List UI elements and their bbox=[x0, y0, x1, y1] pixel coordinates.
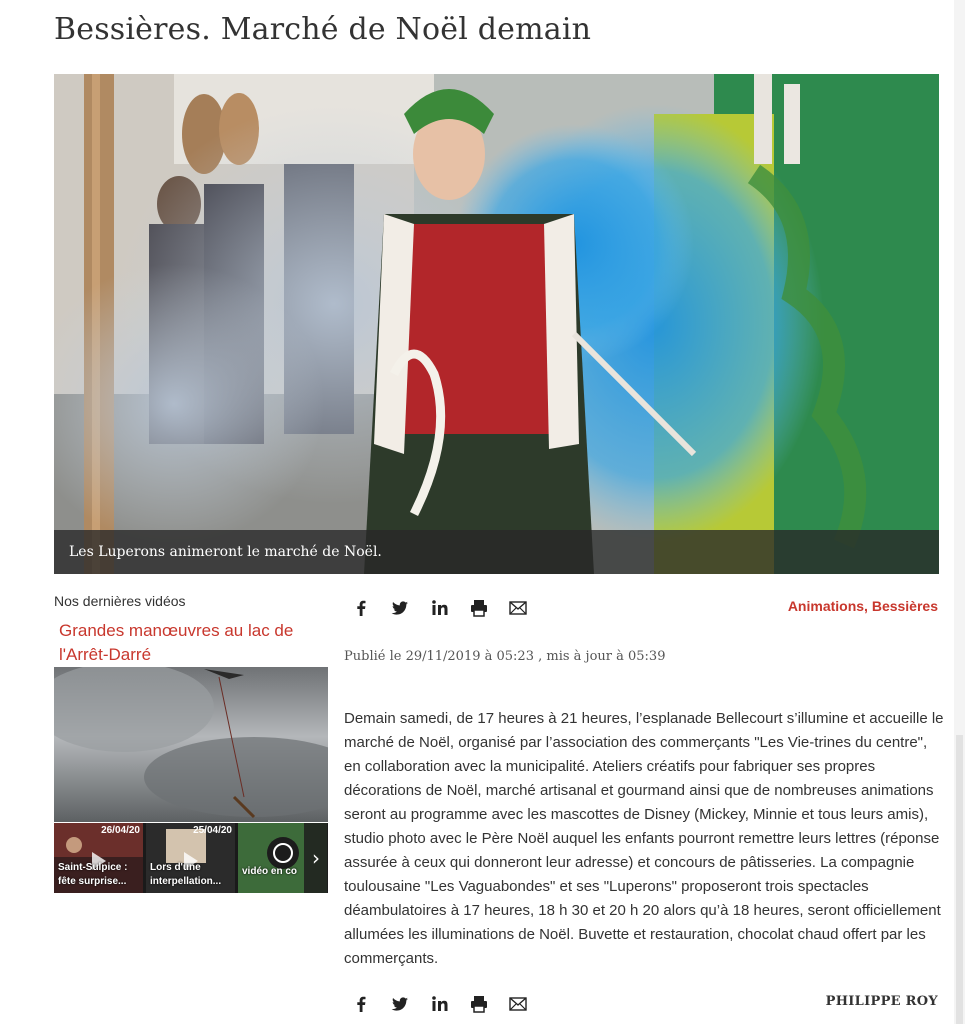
thumbnail-date: 25/04/20 bbox=[193, 825, 232, 836]
video-thumbnail-strip bbox=[54, 823, 328, 893]
article-title: Bessières. Marché de Noël demain bbox=[54, 12, 592, 47]
facebook-icon[interactable] bbox=[350, 597, 372, 619]
videos-heading: Nos dernières vidéos bbox=[54, 593, 186, 609]
linkedin-icon[interactable] bbox=[429, 993, 451, 1015]
video-frame-illustration bbox=[54, 667, 328, 822]
image-caption: Les Luperons animeront le marché de Noël. bbox=[54, 530, 939, 574]
print-icon[interactable] bbox=[468, 993, 490, 1015]
twitter-icon[interactable] bbox=[389, 993, 411, 1015]
facebook-icon[interactable] bbox=[350, 993, 372, 1015]
email-icon[interactable] bbox=[507, 597, 529, 619]
linkedin-icon[interactable] bbox=[429, 597, 451, 619]
tag-link[interactable]: Bessières bbox=[871, 598, 938, 614]
video-title-link[interactable]: Grandes manœuvres au lac de l'Arrêt-Darré bbox=[59, 621, 294, 664]
video-thumbnail[interactable] bbox=[54, 823, 143, 893]
video-thumbnail[interactable] bbox=[146, 823, 235, 893]
thumbnail-title: Saint-Sulpice : fête surprise... bbox=[58, 862, 128, 887]
tag-separator: , bbox=[864, 598, 872, 614]
publish-date: Publié le 29/11/2019 à 05:23 , mis à jour à 05:39 bbox=[344, 649, 666, 664]
hero-photo-illustration bbox=[54, 74, 939, 574]
hero-image bbox=[54, 74, 939, 574]
thumbnail-title: Lors d'une interpellation... bbox=[150, 862, 222, 887]
video-player[interactable] bbox=[54, 667, 328, 822]
thumbnail-date: 26/04/20 bbox=[101, 825, 140, 836]
thumbnail-title: vidéo en co bbox=[242, 866, 298, 877]
email-icon[interactable] bbox=[507, 993, 529, 1015]
article-tags bbox=[788, 598, 938, 614]
article-body: Demain samedi, de 17 heures à 21 heures, l’esplanade Bellecourt s’illumine et accueille le marché de Noël, organisé par l’association des commerçants "Les Vie-trines du centre", en collaboration avec la municipalité. Ateliers créatifs pour fabriquer ses propres décorations de Noël, marché artisanal et gourmand ainsi que de nombreuses animations seront au programme avec les mascottes de Disney (Mickey, Minnie et tous leurs amis), studio photo avec le Père Noël auquel les enfants pourront remettre leurs lettres (réponse assurée à ceux qui donneront leur adresse) et concours de pâtisseries. La compagnie toulousaine "Les Vaguabondes" et ses "Luperons" proposeront trois spectacles déambulatoires à 17 heures, 18 h 30 et 20 h 20 alors qu’à 18 heures, seront officiellement allumées les illuminations de Noël. Buvette et restauration, chocolat chaud offert par les commerçants. bbox=[344, 710, 944, 967]
chevron-right-icon[interactable]: › bbox=[304, 823, 328, 893]
tag-link[interactable]: Animations bbox=[787, 598, 865, 614]
page-scrollbar-thumb[interactable] bbox=[956, 735, 963, 1024]
article-author: PHILIPPE ROY bbox=[825, 994, 938, 1009]
print-icon[interactable] bbox=[468, 597, 490, 619]
twitter-icon[interactable] bbox=[389, 597, 411, 619]
